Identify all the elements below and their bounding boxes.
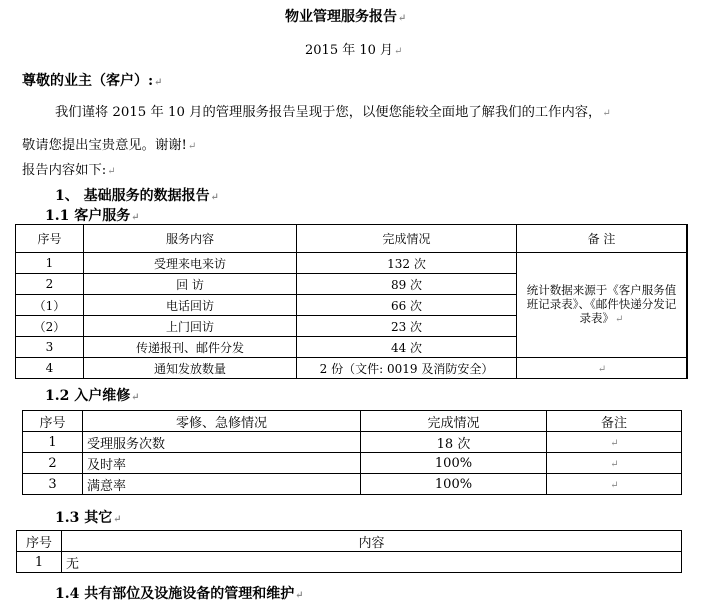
table-header-row xyxy=(16,225,687,253)
column-header: 序号 xyxy=(17,531,62,552)
cell-note-empty xyxy=(547,453,682,474)
table-right-edge xyxy=(686,224,688,379)
table-row xyxy=(16,358,687,379)
cell-note-empty xyxy=(547,432,682,453)
section-1-4-text: 1.4 共有部位及设施设备的管理和维护 xyxy=(55,586,295,602)
title-text: 物业管理服务报告 xyxy=(285,9,397,25)
cell-item: 及时率 xyxy=(83,453,361,474)
report-date xyxy=(305,39,402,58)
cell-result: 2 份（文件: 0019 及消防安全） xyxy=(297,358,517,379)
cell-no: 1 xyxy=(17,552,62,573)
intro-paragraph-line-1 xyxy=(55,101,611,120)
paragraph-mark-icon: ↵ xyxy=(602,108,611,119)
cell-item: 电话回访 xyxy=(84,295,297,316)
paragraph-mark-icon: ↵ xyxy=(210,192,220,203)
paragraph-mark-icon: ↵ xyxy=(131,212,140,223)
cell-content: 无 xyxy=(62,552,682,573)
column-header: 序号 xyxy=(16,225,84,253)
paragraph-mark-icon: ↵ xyxy=(610,458,619,470)
cell-no: （1） xyxy=(16,295,84,316)
paragraph-mark-icon: ↵ xyxy=(597,364,607,375)
table-header-row xyxy=(23,411,682,432)
cell-note xyxy=(517,253,687,358)
cell-result: 89 次 xyxy=(297,274,517,295)
paragraph-mark-icon: ↵ xyxy=(154,77,163,88)
column-header: 备 注 xyxy=(517,225,687,253)
section-1-4-heading xyxy=(55,583,304,603)
intro-line-2-text: 敬请您提出宝贵意见。谢谢! xyxy=(22,138,187,153)
paragraph-mark-icon: ↵ xyxy=(187,141,197,152)
cell-item: 受理来电来访 xyxy=(84,253,297,274)
table-header-row xyxy=(17,531,682,552)
cell-no: 2 xyxy=(23,453,83,474)
table-row xyxy=(16,253,687,274)
cell-item: 通知发放数量 xyxy=(84,358,297,379)
cell-item: 回 访 xyxy=(84,274,297,295)
paragraph-mark-icon: ↵ xyxy=(107,166,116,177)
cell-no: 3 xyxy=(16,337,84,358)
cell-no: 3 xyxy=(23,474,83,495)
cell-result: 132 次 xyxy=(297,253,517,274)
column-header: 备注 xyxy=(547,411,682,432)
cell-result: 66 次 xyxy=(297,295,517,316)
note-text: 统计数据来源于《客户服务值班记录表》、《邮件快递分发记录表》 xyxy=(526,283,677,325)
cell-result: 18 次 xyxy=(361,432,547,453)
cell-result: 23 次 xyxy=(297,316,517,337)
cell-result: 100% xyxy=(361,453,547,474)
intro-paragraph-line-2 xyxy=(22,134,196,153)
paragraph-mark-icon: ↵ xyxy=(398,13,407,24)
cell-item: 受理服务次数 xyxy=(83,432,361,453)
cell-result: 100% xyxy=(361,474,547,495)
column-header: 完成情况 xyxy=(297,225,517,253)
section-1-1-heading xyxy=(45,205,140,225)
cell-note-empty xyxy=(517,358,687,379)
column-header: 序号 xyxy=(23,411,83,432)
section-1-heading xyxy=(55,185,219,205)
table-row xyxy=(23,453,682,474)
table-row xyxy=(23,432,682,453)
cell-no: 2 xyxy=(16,274,84,295)
section-1-2-heading xyxy=(45,385,140,405)
table-row xyxy=(23,474,682,495)
home-repair-table xyxy=(22,410,682,495)
column-header: 零修、急修情况 xyxy=(83,411,361,432)
intro-line-1-text: 我们谨将 2015 年 10 月的管理服务报告呈现于您，以便您能较全面地了解我们的工作内容， xyxy=(55,105,602,120)
cell-no: 4 xyxy=(16,358,84,379)
paragraph-mark-icon: ↵ xyxy=(131,392,140,403)
section-1-2-text: 1.2 入户维修 xyxy=(45,388,131,404)
column-header: 服务内容 xyxy=(84,225,297,253)
section-1-3-text: 1.3 其它 xyxy=(55,510,113,526)
cell-item: 传递报刊、邮件分发 xyxy=(84,337,297,358)
contents-label-text: 报告内容如下: xyxy=(22,163,107,178)
cell-item: 上门回访 xyxy=(84,316,297,337)
page-title xyxy=(285,6,406,26)
customer-service-table xyxy=(15,224,687,379)
other-items-table xyxy=(16,530,682,573)
salutation xyxy=(22,70,163,90)
paragraph-mark-icon: ↵ xyxy=(394,46,403,57)
cell-no: 1 xyxy=(16,253,84,274)
paragraph-mark-icon: ↵ xyxy=(295,590,304,601)
cell-result: 44 次 xyxy=(297,337,517,358)
column-header: 内容 xyxy=(62,531,682,552)
paragraph-mark-icon: ↵ xyxy=(113,514,122,525)
section-1-text: 1、 基础服务的数据报告 xyxy=(55,188,210,204)
section-1-1-text: 1.1 客户服务 xyxy=(45,208,131,224)
paragraph-mark-icon: ↵ xyxy=(615,314,624,325)
salutation-text: 尊敬的业主（客户）: xyxy=(22,73,154,89)
paragraph-mark-icon: ↵ xyxy=(610,479,619,491)
cell-note-empty xyxy=(547,474,682,495)
paragraph-mark-icon: ↵ xyxy=(610,437,619,449)
cell-no: （2） xyxy=(16,316,84,337)
section-1-3-heading xyxy=(55,507,122,527)
contents-label xyxy=(22,159,116,178)
date-text: 2015 年 10 月 xyxy=(305,43,394,58)
column-header: 完成情况 xyxy=(361,411,547,432)
cell-item: 满意率 xyxy=(83,474,361,495)
cell-no: 1 xyxy=(23,432,83,453)
table-row xyxy=(17,552,682,573)
